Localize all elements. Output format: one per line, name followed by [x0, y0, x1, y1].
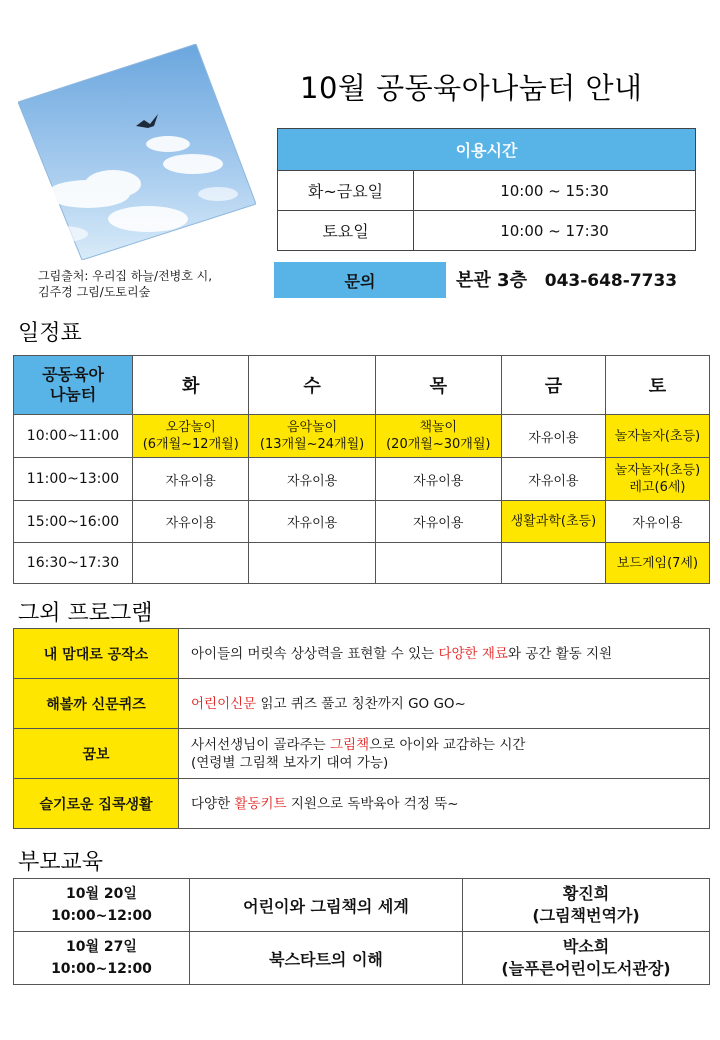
cell-line: 자유이용 [286, 473, 338, 489]
hours-day: 토요일 [278, 211, 414, 251]
cell-line: 오감놀이 [165, 420, 216, 435]
schedule-cell [249, 458, 375, 501]
highlight-text: 어린이신문 [191, 695, 257, 712]
program-desc [179, 679, 710, 729]
parent-date-day: 10월 27일 [66, 939, 137, 955]
schedule-cell [375, 415, 501, 458]
parent-row [14, 879, 710, 932]
contact-place: 본관 3층 [456, 270, 527, 291]
day-header: 화 [133, 356, 249, 415]
program-desc [179, 779, 710, 829]
desc-text: 다양한 [191, 795, 235, 812]
desc-line [191, 645, 708, 663]
cover-illustration [18, 44, 256, 260]
hours-time: 10:00 ~ 17:30 [414, 211, 696, 251]
time-slot: 11:00~13:00 [14, 458, 133, 501]
parent-row [14, 932, 710, 985]
cell-line: 자유이용 [286, 516, 338, 531]
corner-line: 공동육아 [42, 365, 104, 384]
speaker-org: (그림책번역가) [532, 906, 640, 925]
schedule-cell [249, 501, 375, 543]
schedule-cell [605, 543, 709, 584]
cell-line: 자유이용 [165, 473, 216, 489]
cell-line: 자유이용 [528, 473, 579, 489]
caption-line-1: 그림출처: 우리집 하늘/전병호 시, [38, 269, 213, 283]
schedule-cell [605, 458, 709, 501]
program-row [14, 729, 710, 779]
parent-date [14, 932, 190, 985]
cell-line: 자유이용 [632, 516, 683, 531]
schedule-cell [501, 543, 605, 584]
schedule-corner [14, 356, 133, 415]
schedule-row [14, 501, 710, 543]
speaker-org: (늘푸른어린이도서관장) [501, 959, 671, 978]
desc-line [191, 795, 708, 813]
day-header: 토 [605, 356, 709, 415]
program-name: 꿈보 [14, 729, 179, 779]
cell-line: 놀자놀자(초등) [614, 463, 701, 478]
schedule-cell [501, 415, 605, 458]
program-name: 해볼까 신문퀴즈 [14, 679, 179, 729]
day-header: 목 [375, 356, 501, 415]
cell-line: 놀자놀자(초등) [614, 428, 701, 444]
image-caption [38, 268, 278, 300]
cell-line: 자유이용 [413, 473, 464, 489]
cell-line: (13개월~24개월) [259, 437, 365, 452]
program-name: 내 맘대로 공작소 [14, 629, 179, 679]
desc-text: 지원으로 독박육아 걱정 뚝~ [286, 795, 459, 812]
parent-date-time: 10:00~12:00 [51, 961, 152, 977]
cell-line: 책놀이 [419, 420, 458, 435]
parents-table [13, 878, 710, 985]
cell-line: (6개월~12개월) [142, 437, 239, 452]
program-desc [179, 729, 710, 779]
schedule-cell [249, 543, 375, 584]
schedule-cell [375, 501, 501, 543]
program-name: 슬기로운 집콕생활 [14, 779, 179, 829]
time-slot: 15:00~16:00 [14, 501, 133, 543]
highlight-text: 그림책 [330, 736, 370, 753]
highlight-text: 다양한 재료 [438, 645, 508, 662]
cell-line: 생활과학(초등) [510, 514, 597, 529]
cell-line: (20개월~30개월) [386, 437, 491, 452]
cell-line: 보드게임(7세) [616, 555, 699, 571]
parent-date-time: 10:00~12:00 [51, 908, 152, 924]
desc-line [191, 736, 708, 754]
schedule-cell [249, 415, 375, 458]
parent-date [14, 879, 190, 932]
hours-time: 10:00 ~ 15:30 [414, 171, 696, 211]
hours-day: 화~금요일 [278, 171, 414, 211]
schedule-cell [375, 543, 501, 584]
hours-header: 이용시간 [278, 129, 696, 171]
programs-table [13, 628, 710, 829]
cell-line: 자유이용 [528, 430, 579, 446]
desc-text: 으로 아이와 교감하는 시간 [369, 736, 526, 753]
cell-line: 레고(6세) [629, 480, 686, 495]
time-slot: 10:00~11:00 [14, 415, 133, 458]
program-row [14, 679, 710, 729]
parent-speaker [463, 879, 710, 932]
program-row [14, 779, 710, 829]
corner-line: 나눔터 [49, 385, 97, 404]
contact-phone: 043-648-7733 [544, 271, 678, 291]
day-header: 수 [249, 356, 375, 415]
schedule-row [14, 543, 710, 584]
contact-label: 문의 [274, 262, 446, 298]
program-desc [179, 629, 710, 679]
day-header: 금 [501, 356, 605, 415]
desc-text: 읽고 퀴즈 풀고 칭찬까지 GO GO~ [256, 695, 466, 712]
desc-line: (연령별 그림책 보자기 대여 가능) [191, 754, 389, 771]
program-row [14, 629, 710, 679]
contact-info [456, 266, 677, 292]
schedule-cell [133, 501, 249, 543]
schedule-cell [133, 415, 249, 458]
schedule-cell [133, 458, 249, 501]
parents-section-title: 부모교육 [18, 850, 104, 875]
time-slot: 16:30~17:30 [14, 543, 133, 584]
speaker-name: 황진희 [562, 884, 610, 903]
schedule-cell [501, 501, 605, 543]
speaker-name: 박소희 [562, 937, 610, 956]
parent-topic: 북스타트의 이해 [190, 932, 463, 985]
hours-table [277, 128, 696, 251]
schedule-row [14, 415, 710, 458]
schedule-cell [501, 458, 605, 501]
desc-text: 아이들의 머릿속 상상력을 표현할 수 있는 [191, 645, 439, 662]
schedule-cell [605, 415, 709, 458]
schedule-cell [375, 458, 501, 501]
parent-date-day: 10월 20일 [66, 886, 137, 902]
cell-line: 자유이용 [165, 516, 216, 531]
cell-line: 자유이용 [413, 516, 464, 531]
highlight-text: 활동키트 [234, 795, 287, 812]
parent-speaker [463, 932, 710, 985]
desc-line [191, 695, 708, 713]
desc-text: 와 공간 활동 지원 [507, 645, 613, 662]
cell-line: 음악놀이 [286, 420, 338, 435]
schedule-cell [133, 543, 249, 584]
schedule-section-title: 일정표 [18, 321, 82, 346]
page-title: 10월 공동육아나눔터 안내 [300, 71, 643, 105]
schedule-table [13, 355, 710, 584]
schedule-cell [605, 501, 709, 543]
caption-line-2: 김주경 그림/도토리숲 [38, 285, 151, 299]
schedule-row [14, 458, 710, 501]
parent-topic: 어린이와 그림책의 세계 [190, 879, 463, 932]
desc-text: 사서선생님이 골라주는 [191, 736, 330, 753]
programs-section-title: 그외 프로그램 [18, 601, 153, 626]
